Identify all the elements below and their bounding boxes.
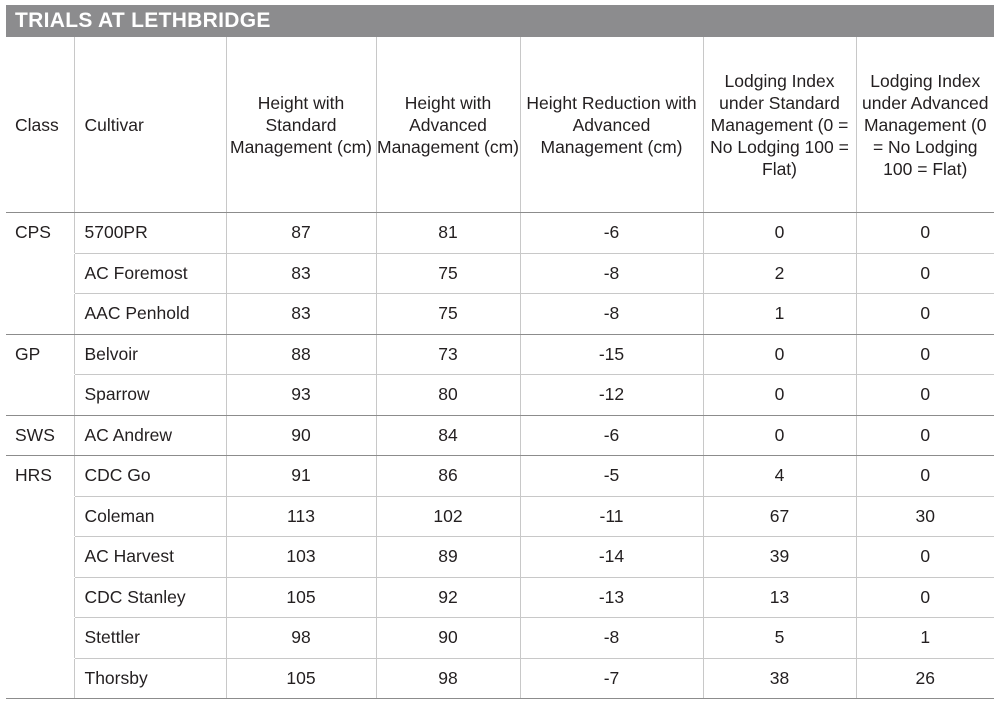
table-row (6, 415, 994, 456)
height-reduction-cell: -6 (520, 415, 703, 456)
height-advanced-cell: 80 (376, 375, 520, 416)
header-cultivar: Cultivar (74, 37, 226, 213)
cultivar-cell: Sparrow (74, 375, 226, 416)
height-reduction-cell: -15 (520, 334, 703, 375)
table-row (6, 294, 994, 335)
class-cell: GP (15, 343, 41, 364)
height-standard-cell: 113 (226, 496, 376, 537)
table-row (6, 658, 994, 699)
lodging-standard-cell: 39 (703, 537, 856, 578)
cultivar-cell: CDC Go (74, 456, 226, 497)
height-reduction-cell: -8 (520, 294, 703, 335)
height-standard-cell: 105 (226, 577, 376, 618)
height-standard-cell: 90 (226, 415, 376, 456)
lodging-advanced-cell: 0 (856, 577, 994, 618)
lodging-standard-cell: 38 (703, 658, 856, 699)
height-standard-cell: 87 (226, 213, 376, 254)
lodging-advanced-cell: 0 (856, 537, 994, 578)
height-reduction-cell: -12 (520, 375, 703, 416)
table-row (6, 334, 994, 375)
class-cell (6, 294, 74, 335)
lodging-advanced-cell: 0 (856, 213, 994, 254)
class-cell (6, 375, 74, 416)
height-reduction-cell: -8 (520, 253, 703, 294)
height-standard-cell: 91 (226, 456, 376, 497)
height-advanced-cell: 89 (376, 537, 520, 578)
table-row (6, 496, 994, 537)
lodging-advanced-cell: 0 (856, 375, 994, 416)
height-advanced-cell: 90 (376, 618, 520, 659)
height-advanced-cell: 81 (376, 213, 520, 254)
table-row (6, 456, 994, 497)
height-reduction-cell: -6 (520, 213, 703, 254)
lodging-standard-cell: 0 (703, 334, 856, 375)
header-lodging-standard: Lodging Index under Standard Management (0 = No Lodging 100 = Flat) (703, 37, 856, 213)
cultivar-cell: Coleman (74, 496, 226, 537)
class-cell: HRS (15, 465, 52, 486)
lodging-standard-cell: 13 (703, 577, 856, 618)
height-advanced-cell: 75 (376, 294, 520, 335)
header-lodging-advanced: Lodging Index under Advanced Management (0 = No Lodging 100 = Flat) (856, 37, 994, 213)
lodging-advanced-cell: 0 (856, 253, 994, 294)
cultivar-cell: AAC Penhold (74, 294, 226, 335)
height-standard-cell: 103 (226, 537, 376, 578)
table-row (6, 253, 994, 294)
height-reduction-cell: -7 (520, 658, 703, 699)
height-standard-cell: 83 (226, 253, 376, 294)
height-reduction-cell: -13 (520, 577, 703, 618)
lodging-standard-cell: 1 (703, 294, 856, 335)
height-advanced-cell: 92 (376, 577, 520, 618)
height-standard-cell: 88 (226, 334, 376, 375)
height-advanced-cell: 73 (376, 334, 520, 375)
header-class: Class (6, 37, 74, 213)
header-row (6, 37, 994, 213)
height-reduction-cell: -14 (520, 537, 703, 578)
table-title: TRIALS AT LETHBRIDGE (6, 5, 994, 37)
height-standard-cell: 93 (226, 375, 376, 416)
cultivar-cell: AC Andrew (74, 415, 226, 456)
table-row (6, 537, 994, 578)
lodging-standard-cell: 0 (703, 415, 856, 456)
height-standard-cell: 83 (226, 294, 376, 335)
height-standard-cell: 105 (226, 658, 376, 699)
class-cell (6, 496, 74, 537)
cultivar-cell: Stettler (74, 618, 226, 659)
lodging-standard-cell: 4 (703, 456, 856, 497)
height-reduction-cell: -5 (520, 456, 703, 497)
header-height-advanced: Height with Advanced Management (cm) (376, 37, 520, 213)
lodging-standard-cell: 0 (703, 213, 856, 254)
height-advanced-cell: 98 (376, 658, 520, 699)
table-row (6, 213, 994, 254)
cultivar-cell: AC Harvest (74, 537, 226, 578)
height-advanced-cell: 84 (376, 415, 520, 456)
table-row (6, 577, 994, 618)
lodging-advanced-cell: 0 (856, 294, 994, 335)
lodging-advanced-cell: 1 (856, 618, 994, 659)
class-cell (6, 658, 74, 699)
height-advanced-cell: 86 (376, 456, 520, 497)
height-reduction-cell: -11 (520, 496, 703, 537)
header-height-reduction: Height Reduction with Advanced Management (cm) (520, 37, 703, 213)
height-standard-cell: 98 (226, 618, 376, 659)
class-cell: SWS (6, 415, 74, 456)
cultivar-cell: AC Foremost (74, 253, 226, 294)
header-height-standard: Height with Standard Management (cm) (226, 37, 376, 213)
cultivar-cell: Thorsby (74, 658, 226, 699)
lodging-standard-cell: 2 (703, 253, 856, 294)
lodging-standard-cell: 67 (703, 496, 856, 537)
lodging-advanced-cell: 26 (856, 658, 994, 699)
cultivar-cell: Belvoir (74, 334, 226, 375)
class-cell (6, 577, 74, 618)
lodging-advanced-cell: 0 (856, 334, 994, 375)
lodging-advanced-cell: 0 (856, 415, 994, 456)
table-row (6, 375, 994, 416)
class-cell (6, 537, 74, 578)
lodging-advanced-cell: 30 (856, 496, 994, 537)
trials-table (6, 37, 994, 699)
lodging-standard-cell: 5 (703, 618, 856, 659)
class-cell (6, 253, 74, 294)
class-cell (6, 618, 74, 659)
lodging-standard-cell: 0 (703, 375, 856, 416)
height-advanced-cell: 75 (376, 253, 520, 294)
cultivar-cell: CDC Stanley (74, 577, 226, 618)
height-reduction-cell: -8 (520, 618, 703, 659)
height-advanced-cell: 102 (376, 496, 520, 537)
lodging-advanced-cell: 0 (856, 456, 994, 497)
class-cell: CPS (15, 222, 51, 243)
table-row (6, 618, 994, 659)
cultivar-cell: 5700PR (74, 213, 226, 254)
